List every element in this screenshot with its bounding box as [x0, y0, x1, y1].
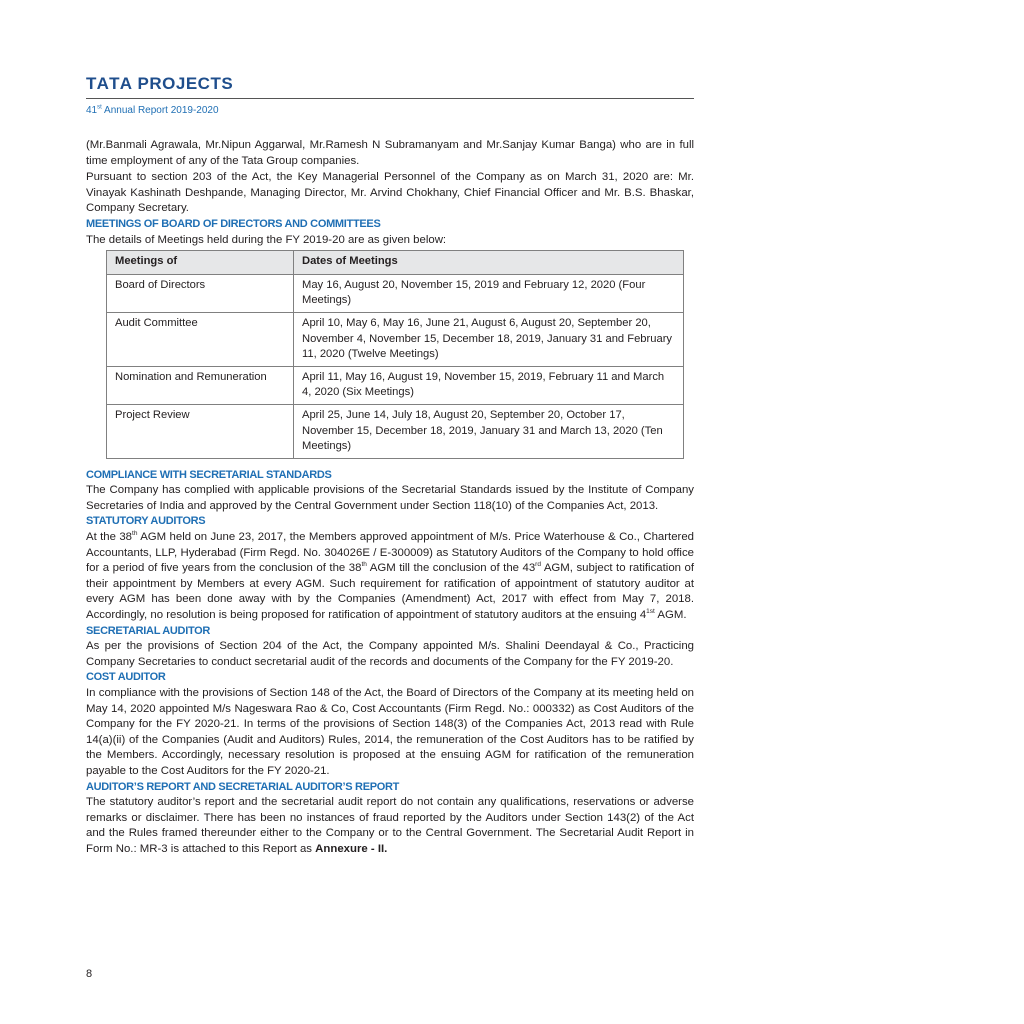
page-content	[86, 138, 694, 858]
meeting-dates: May 16, August 20, November 15, 2019 and February 12, 2020 (Four Meetings)	[294, 274, 684, 312]
compliance-heading: COMPLIANCE WITH SECRETARIAL STANDARDS	[86, 468, 332, 481]
table-row	[107, 366, 684, 404]
table-row	[107, 312, 684, 366]
page-number: 8	[86, 968, 93, 980]
statutory-text-part: AGM, subject to ratification of their appointment by Members at every AGM. Such requirement for ratification of appointment of statutory auditor at every AGM has been done away with by the Companies (Amendment) Act, 2017 with effect from May 7, 2018. Accordingly, no resolution is being proposed for ratification of appointment of statutory auditors at the ensuing 4	[86, 562, 694, 622]
report-title	[86, 105, 219, 116]
report-number-suffix: st	[97, 104, 102, 111]
auditors-report-body: The statutory auditor’s report and the secretarial audit report do not contain any qualifications, reservations or adverse remarks or disclaimer. There has been no instances of fraud reported by the Auditors under Section 143(2) of the Act and the Rules framed thereunder either to the Company or to the Central Government. The Secretarial Audit Report in Form No.: MR-3 is attached to this Report as	[86, 796, 694, 855]
header-divider	[86, 98, 694, 99]
secretarial-text: As per the provisions of Section 204 of the Act, the Company appointed M/s. Shalini Deendayal & Co., Practicing Company Secretaries to conduct secretarial audit of the records and documents of the Company for the FY 2019-20.	[86, 640, 694, 668]
meetings-intro: The details of Meetings held during the FY 2019-20 are as given below:	[86, 233, 447, 246]
intro-paragraph-1: (Mr.Banmali Agrawala, Mr.Nipun Aggarwal, Mr.Ramesh N Subramanyam and Mr.Sanjay Kumar Banga) who are in full time employment of any of the Tata Group companies.	[86, 139, 694, 167]
ordinal-suffix: th	[361, 561, 367, 569]
meeting-dates: April 11, May 16, August 19, November 15, 2019, February 11 and March 4, 2020 (Six Meetings)	[294, 366, 684, 404]
meeting-type: Board of Directors	[107, 274, 294, 312]
annexure-reference: Annexure - II.	[315, 842, 388, 855]
meeting-type: Audit Committee	[107, 312, 294, 366]
meeting-type: Project Review	[107, 404, 294, 458]
auditors-report-text	[86, 795, 694, 857]
statutory-text	[86, 530, 694, 624]
compliance-text: The Company has complied with applicable provisions of the Secretarial Standards issued by the Institute of Company Secretaries of India and approved by the Central Government under Section 118(10) of the Companies Act, 2013.	[86, 484, 694, 512]
column-header-meetings-of: Meetings of	[107, 251, 294, 275]
table-row	[107, 274, 684, 312]
ordinal-suffix: rd	[535, 561, 541, 569]
ordinal-suffix: th	[132, 530, 138, 538]
company-logo	[86, 74, 233, 94]
secretarial-heading: SECRETARIAL AUDITOR	[86, 624, 211, 637]
logo-word: TATA	[86, 74, 134, 93]
meetings-heading: MEETINGS OF BOARD OF DIRECTORS AND COMMITTEES	[86, 217, 381, 230]
cost-auditor-text: In compliance with the provisions of Section 148 of the Act, the Board of Directors of the Company at its meeting held on May 14, 2020 appointed M/s Nageswara Rao & Co, Cost Accountants (Firm Regd. No.: 000332) as Cost Auditors of the Company for the FY 2020-21. In terms of the provisions of Section 148(3) of the Companies Act, 2013 read with Rule 14(a)(ii) of the Companies (Audit and Auditors) Rules, 2014, the remuneration of the Cost Auditors has to be ratified by the Members. Accordingly, necessary resolution is proposed at the ensuing AGM for ratification of the remuneration payable to the Cost Auditors for the FY 2020-21.	[86, 687, 694, 777]
statutory-text-part: AGM.	[654, 609, 687, 622]
cost-auditor-heading: COST AUDITOR	[86, 671, 166, 684]
statutory-text-part: AGM till the conclusion of the 43	[366, 562, 536, 575]
table-header-row	[107, 251, 684, 275]
auditors-report-heading: AUDITOR’S REPORT AND SECRETARIAL AUDITOR’S REPORT	[86, 780, 400, 793]
logo-name: PROJECTS	[137, 74, 234, 93]
meeting-dates: April 25, June 14, July 18, August 20, September 20, October 17, November 15, December 18, 2019, January 31 and March 13, 2020 (Ten Meetings)	[294, 404, 684, 458]
report-number: 41	[86, 105, 98, 116]
meeting-dates: April 10, May 6, May 16, June 21, August 6, August 20, September 20, November 4, November 15, December 18, 2019, January 31 and February 11, 2020 (Twelve Meetings)	[294, 312, 684, 366]
statutory-text-part: At the 38	[86, 531, 133, 544]
statutory-text-part: AGM held on June 23, 2017, the Members approved appointment of M/s. Price Waterhouse & Co., Chartered Accountants, LLP, Hyderabad (Firm Regd. No. 304026E / E-300009) as Statutory Auditors of the Company to hold office for a period of five years from the conclusion of the 38	[86, 531, 694, 575]
intro-paragraph-2: Pursuant to section 203 of the Act, the Key Managerial Personnel of the Company as on March 31, 2020 are: Mr. Vinayak Kashinath Deshpande, Managing Director, Mr. Arvind Chokhany, Chief Financial Officer and Mr. B.S. Bhaskar, Company Secretary.	[86, 171, 694, 215]
table-row	[107, 404, 684, 458]
report-name: Annual Report 2019-2020	[101, 105, 219, 116]
statutory-heading: STATUTORY AUDITORS	[86, 515, 206, 528]
ordinal-suffix: 1st	[646, 608, 655, 616]
column-header-dates: Dates of Meetings	[294, 251, 684, 275]
meeting-type: Nomination and Remuneration	[107, 366, 294, 404]
meetings-table	[106, 250, 684, 459]
